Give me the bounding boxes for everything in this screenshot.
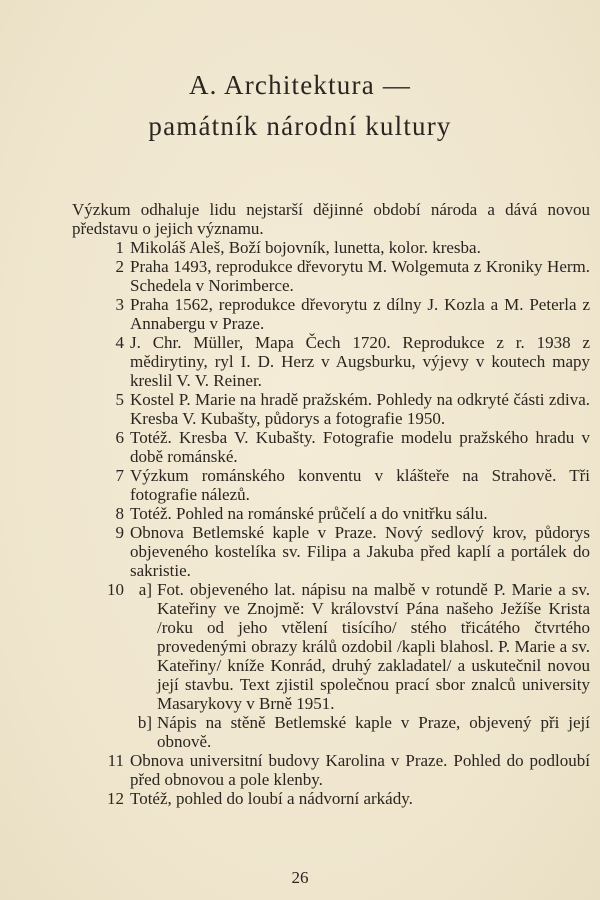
sub-item <box>0 713 600 751</box>
item-number: 10 <box>107 580 124 599</box>
section-title: A. Architektura — <box>188 70 412 100</box>
item-text: Obnova Betlemské kaple v Praze. Nový sedlový krov, půdorys objeveného kostelíka sv. Filipa a Jakuba před kaplí a portálek do sakristie. <box>130 523 590 580</box>
sub-item <box>0 580 600 713</box>
item-number: 3 <box>115 295 124 314</box>
item-text: Praha 1493, reprodukce dřevorytu M. Wolgemuta z Kroniky Herm. Schedela v Norimberce. <box>130 257 590 295</box>
item-number: 11 <box>107 751 124 770</box>
item-number: 12 <box>107 789 124 808</box>
list-item <box>0 257 600 295</box>
list-item <box>0 751 600 789</box>
catalog-list <box>0 238 600 808</box>
item-text: Kostel P. Marie na hradě pražském. Pohledy na odkryté části zdiva. Kresba V. Kubašty, půdorys a fotografie 1950. <box>130 390 590 428</box>
sub-item-mark: a] <box>138 580 152 599</box>
list-item <box>0 466 600 504</box>
list-item <box>0 238 600 257</box>
page-number: 26 <box>291 868 309 887</box>
item-text: Mikoláš Aleš, Boží bojovník, lunetta, kolor. kresba. <box>130 238 481 257</box>
list-item <box>0 428 600 466</box>
item-number: 5 <box>115 390 124 409</box>
item-number: 8 <box>115 504 124 523</box>
sub-item-text: Nápis na stěně Betlemské kaple v Praze, objevený při její obnově. <box>157 713 590 751</box>
section-subtitle: památník národní kultury <box>148 111 452 141</box>
item-text: Totéž, pohled do loubí a nádvorní arkády. <box>130 789 413 808</box>
list-item <box>0 295 600 333</box>
item-text: Totéž. Pohled na románské průčelí a do vnitřku sálu. <box>130 504 488 523</box>
item-number: 4 <box>115 333 124 352</box>
list-item <box>0 580 600 751</box>
item-text: Totéž. Kresba V. Kubašty. Fotografie modelu pražského hradu v době románské. <box>130 428 590 466</box>
list-item <box>0 523 600 580</box>
sub-item-text: Fot. objeveného lat. nápisu na malbě v rotundě P. Marie a sv. Kateřiny ve Znojmě: V království Pána našeho Ježíše Krista /roku od jeho vtělení tisícího/ stého třicátého čtvrtého provedenými obrazy králů ozdobil /kapli blahosl. P. Marie a sv. Kateřiny/ kníže Konrád, druhý zakladatel/ a uskutečnil novou její stavbu. Text zjistil společnou prací sbor znalců university Masarykovy v Brně 1951. <box>157 580 590 713</box>
item-number: 7 <box>115 466 124 485</box>
list-item <box>0 333 600 390</box>
item-text: Praha 1562, reprodukce dřevorytu z dílny J. Kozla a M. Peterla z Annabergu v Praze. <box>130 295 590 333</box>
item-text: Výzkum románského konventu v klášteře na Strahově. Tři fotografie nálezů. <box>130 466 590 504</box>
intro-paragraph: Výzkum odhaluje lidu nejstarší dějinné období národa a dává novou představu o jejich významu. <box>72 200 590 238</box>
item-text: Obnova universitní budovy Karolina v Praze. Pohled do podloubí před obnovou a pole klenby. <box>130 751 590 789</box>
item-text: J. Chr. Müller, Mapa Čech 1720. Reprodukce z r. 1938 z mědirytiny, ryl I. D. Herz v Augsburku, výjevy v koutech mapy kreslil V. V. Reiner. <box>130 333 590 390</box>
list-item <box>0 789 600 808</box>
list-item <box>0 504 600 523</box>
list-item <box>0 390 600 428</box>
item-number: 6 <box>115 428 124 447</box>
item-number: 2 <box>115 257 124 276</box>
item-number: 9 <box>115 523 124 542</box>
sub-item-mark: b] <box>137 713 152 732</box>
item-number: 1 <box>115 238 124 257</box>
